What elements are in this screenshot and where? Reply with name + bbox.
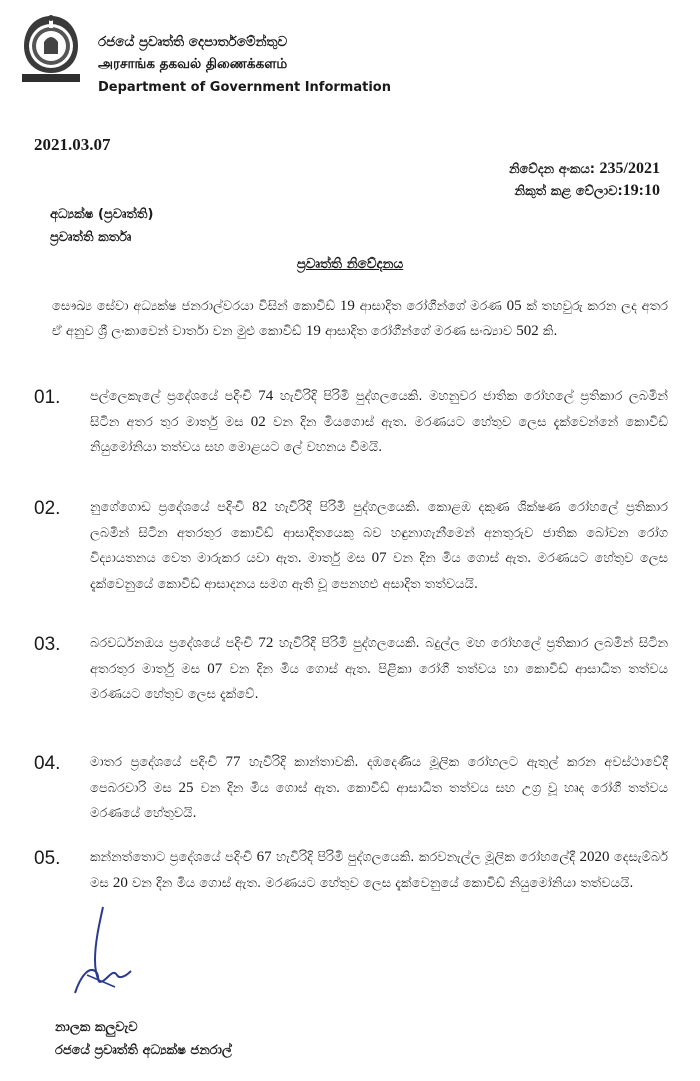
- item-text: කන්නත්තොට ප්‍රදේශයේ පදිංචි 67 හැවිරිදි පිරිමි පුද්ගලයෙකි. කරවනැල්ල මූලික රෝහලේදී 2020 දෙසැම්බර් මස 20 වන දින මිය ගොස් ඇත. මරණයට හේතුව ලෙස දැක්වෙනුයේ කොවිඩ් නියුමෝනියා තත්වයයි.: [90, 849, 668, 891]
- document-title-text: ප්‍රවෘත්ති නිවේදනය: [296, 256, 404, 272]
- release-date: 2021.03.07: [34, 135, 111, 154]
- org-name-english: Department of Government Information: [98, 80, 391, 95]
- org-name-tamil: அரசாங்க தகவல் திணைக்களம்: [98, 56, 288, 72]
- addressee-editor: ප්‍රවෘත්ති කර්තෘ: [50, 230, 132, 245]
- item-text: පල්ලෙකැලේ ප්‍රදේශයේ පදිංචි 74 හැවිරිදි පිරිමි පුද්ගලයෙකි. මහනුවර ජාතික රෝහලේ ප්‍රතිකාර ලබමින් සිටින අතර තුර මාර්තු මස 02 වන දින මියගොස් ඇත. මරණයට හේතුව ලෙස දැක්වෙන්නේ කොවිඩ් නියුමෝනියා තත්වය සහ මොළයට ලේ වහනය වීමයි.: [90, 388, 668, 455]
- item-number: 03.: [34, 634, 61, 655]
- org-name-sinhala: රජයේ ප්‍රවෘත්ති දෙපාර්තමේන්තුව: [98, 34, 288, 50]
- item-number: 05.: [34, 848, 61, 869]
- release-time-value: 19:10: [622, 182, 660, 199]
- addressee-director: අධ්‍යක්ෂ (ප්‍රවෘත්ති): [50, 207, 154, 222]
- signatory-title: රජයේ ප්‍රවෘත්ති අධ්‍යක්ෂ ජනරාල්: [55, 1043, 232, 1058]
- item-text: නුගේගොඩ ප්‍රදේශයේ පදිංචි 82 හැවිරිදි පිරිමි පුද්ගලයෙකි. කොළඹ දකුණ ශික්ෂණ රෝහලේ ප්‍රතිකාර ලබමින් සිටින අතරතුර කොවිඩ් ආසාදිතයෙකු බව හඳුනාගැනීමෙන් අනතුරුව ජාතික බෝවන රෝග විද්‍යායතනය වෙත මාරුකර යවා ඇත. මාර්තු මස 07 වන දින මිය ගොස් ඇත. මරණයට හේතුව ලෙස දැක්වෙනුයේ කොවිඩ් ආසාදනය සමග ඇති වූ පෙනහළු අසාදිත තත්වයයි.: [90, 499, 668, 592]
- sri-lanka-emblem-icon: [20, 12, 82, 86]
- item-text: මාතර ප්‍රදේශයේ පදිංචි 77 හැවිරිදි කාන්තාවකි. දඹදෙණිය මූලික රෝහලට ඇතුල් කරන අවස්ථාවේදී පෙබරවාරි මස 25 වන දින මිය ගොස් ඇත. කොවිඩ් ආසාධිත තත්වය සහ උග්‍ර වූ හෘද රෝගී තත්වය මරණයේ හේතුවයි.: [90, 754, 668, 821]
- intro-paragraph: සෞඛ්‍ය සේවා අධ්‍යක්ෂ ජනරාල්වරයා විසින් කොවිඩ් 19 ආසාදිත රෝගීන්ගේ මරණ 05 ක් තහවුරු කරන ලද අතර ඒ අනුව ශ්‍රී ලංකාවෙන් වාර්තා වන මුළු කොවිඩ් 19 ආසාදිත රෝගීන්ගේ මරණ සංඛ්‍යාව 502 කි.: [52, 298, 669, 339]
- item-text: බරවර්ධනඔය ප්‍රදේශයේ පදිංචි 72 හැවිරිදි පිරිමි පුද්ගලයෙකි. බදුල්ල මහ රෝහලේ ප්‍රතිකාර ලබමින් සිටින අතරතුර මාර්තු මස 07 වන දින මිය ගොස් ඇත. පිළිකා රෝගී තත්වය හා කොවිඩ් ආසාධිත තත්වය මරණයට හේතුව ලෙස දැක්වේ.: [90, 635, 668, 702]
- document-title: [0, 256, 700, 272]
- release-time-label: නිකුත් කළ වේලාව:: [514, 184, 623, 199]
- signatory-name: නාලක කලුවැව: [55, 1020, 138, 1035]
- release-number: [509, 160, 660, 178]
- release-time: [515, 182, 660, 200]
- release-number-value: 235/2021: [599, 160, 660, 177]
- item-number: 04.: [34, 753, 61, 774]
- release-number-label: නිවේදන අංකය:: [508, 162, 600, 177]
- item-number: 01.: [34, 387, 61, 408]
- handwritten-signature-icon: [55, 905, 165, 1000]
- item-number: 02.: [34, 498, 61, 519]
